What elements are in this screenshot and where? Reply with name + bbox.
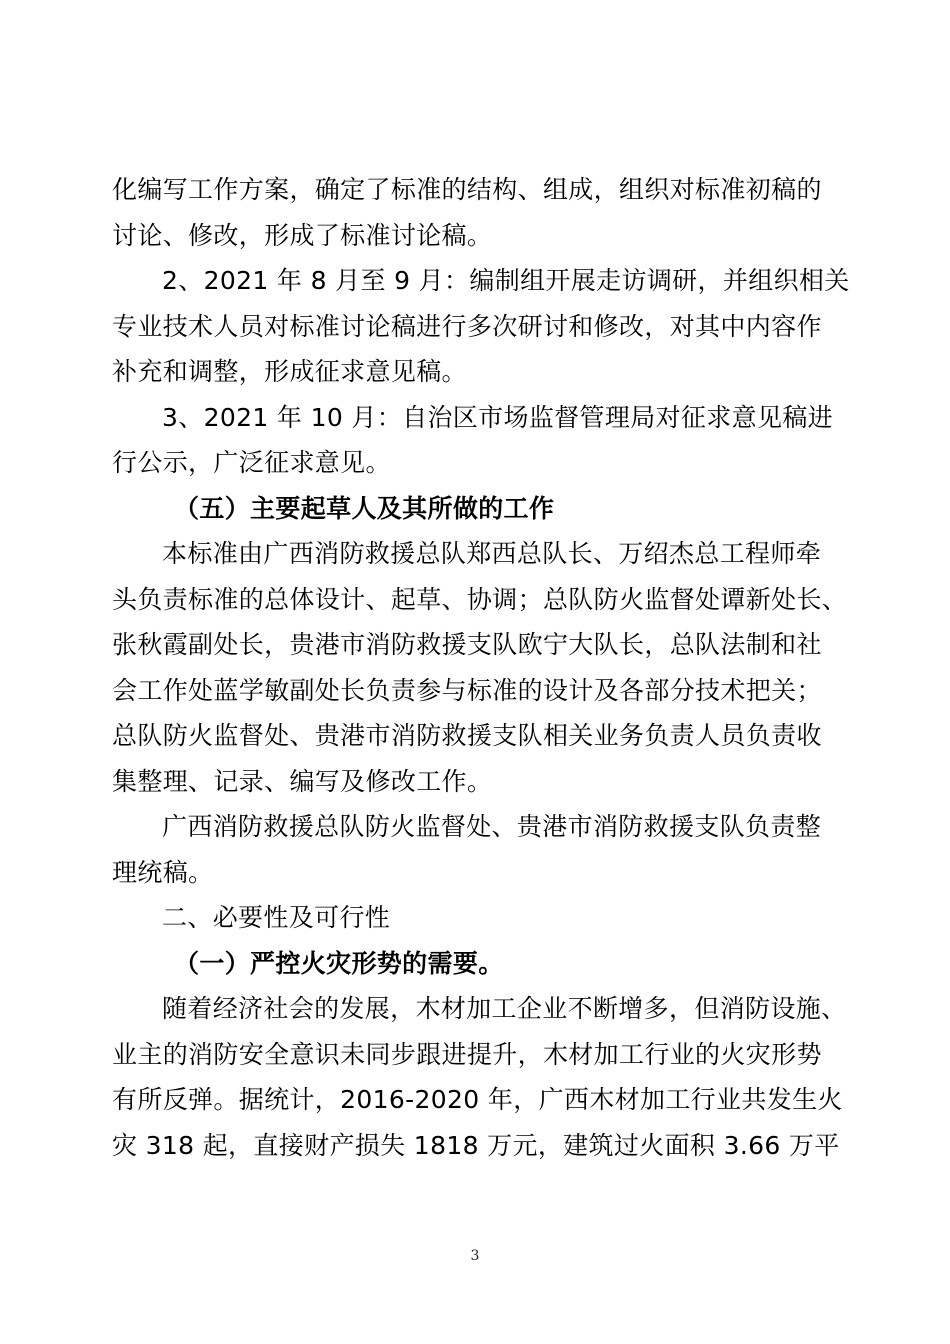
paragraph-line: 补充和调整，形成征求意见稿。 (112, 357, 467, 386)
page-number: 3 (470, 1248, 480, 1264)
paragraph-line: 灾 318 起，直接财产损失 1818 万元，建筑过火面积 3.66 万平 (112, 1130, 840, 1160)
paragraph-line: 化编写工作方案，确定了标准的结构、组成，组织对标准初稿的 (112, 175, 822, 204)
paragraph-line: 行公示，广泛征求意见。 (112, 448, 391, 477)
paragraph-line: 总队防火监督处、贵港市消防救援支队相关业务负责人员负责收 (112, 721, 822, 750)
paragraph-line: 张秋霞副处长，贵港市消防救援支队欧宁大队长，总队法制和社 (112, 630, 822, 659)
paragraph-line: 广西消防救援总队防火监督处、贵港市消防救援支队负责整 (162, 812, 822, 841)
paragraph-line: 2、2021 年 8 月至 9 月：编制组开展走访调研，并组织相关 (162, 266, 850, 295)
section-heading: （五）主要起草人及其所做的工作 (174, 493, 555, 523)
paragraph-line: 讨论、修改，形成了标准讨论稿。 (112, 220, 493, 250)
paragraph-line: 会工作处蓝学敏副处长负责参与标准的设计及各部分技术把关； (112, 675, 822, 705)
subsection-heading: （一）严控火灾形势的需要。 (174, 948, 504, 978)
paragraph-line: 有所反弹。据统计，2016-2020 年，广西木材加工行业共发生火 (112, 1085, 843, 1114)
section-heading: 二、必要性及可行性 (162, 903, 391, 932)
paragraph-line: 理统稿。 (112, 857, 214, 887)
document-body (112, 167, 850, 1168)
paragraph-line: 3、2021 年 10 月：自治区市场监督管理局对征求意见稿进 (162, 402, 834, 432)
paragraph-line: 业主的消防安全意识未同步跟进提升，木材加工行业的火灾形势 (112, 1039, 822, 1069)
paragraph-line: 本标准由广西消防救援总队郑西总队长、万绍杰总工程师牵 (162, 539, 822, 568)
paragraph-line: 随着经济社会的发展，木材加工企业不断增多，但消防设施、 (162, 994, 847, 1023)
paragraph-line: 头负责标准的总体设计、起草、协调；总队防火监督处谭新处长、 (112, 584, 848, 614)
paragraph-line: 专业技术人员对标准讨论稿进行多次研讨和修改，对其中内容作 (112, 311, 822, 341)
paragraph-line: 集整理、记录、编写及修改工作。 (112, 766, 493, 796)
